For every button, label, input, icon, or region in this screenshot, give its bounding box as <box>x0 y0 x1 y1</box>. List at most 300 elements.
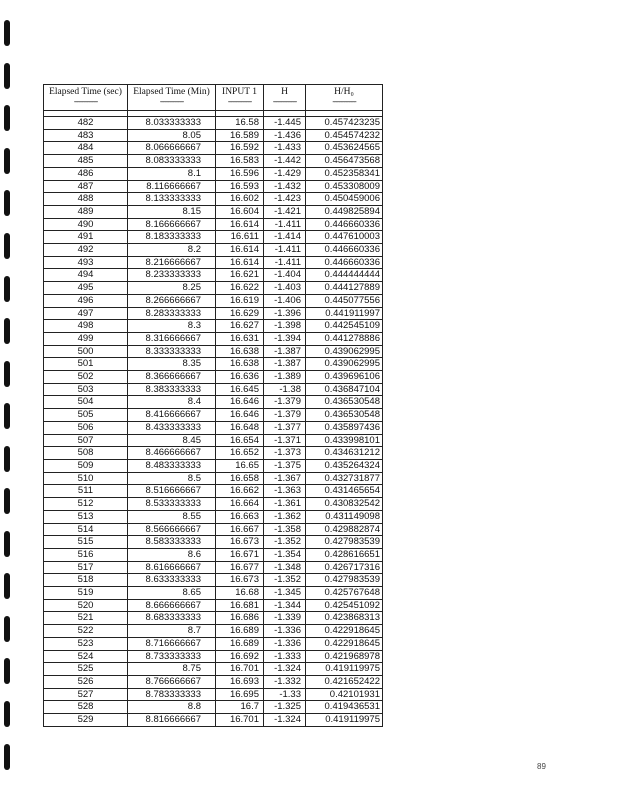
table-row <box>44 383 383 396</box>
table-row <box>44 625 383 638</box>
table-cell: -1.389 <box>264 371 306 384</box>
table-cell: 529 <box>44 714 128 727</box>
table-cell: 0.444444444 <box>306 269 383 282</box>
table-cell: 523 <box>44 637 128 650</box>
binder-hole <box>4 658 10 684</box>
table-row <box>44 701 383 714</box>
table-cell: 0.419119975 <box>306 663 383 676</box>
table-row <box>44 650 383 663</box>
binder-hole <box>4 403 10 429</box>
table-cell: -1.387 <box>264 345 306 358</box>
table-cell: 0.445077556 <box>306 294 383 307</box>
table-row <box>44 218 383 231</box>
table-cell: -1.367 <box>264 472 306 485</box>
table-cell: -1.336 <box>264 625 306 638</box>
table-cell: -1.348 <box>264 561 306 574</box>
table-cell: -1.363 <box>264 485 306 498</box>
table-cell: 526 <box>44 675 128 688</box>
table-cell: -1.38 <box>264 383 306 396</box>
table-cell: 0.435897436 <box>306 421 383 434</box>
table-cell: 0.427983539 <box>306 536 383 549</box>
table-row <box>44 421 383 434</box>
table-cell: 8.083333333 <box>128 155 216 168</box>
table-cell: 512 <box>44 498 128 511</box>
table-cell: 0.429882874 <box>306 523 383 536</box>
table-cell: -1.352 <box>264 536 306 549</box>
table-cell: 8.45 <box>128 434 216 447</box>
table-cell: 16.645 <box>216 383 264 396</box>
table-cell: 0.422918645 <box>306 625 383 638</box>
table-cell: -1.324 <box>264 714 306 727</box>
table-cell: -1.344 <box>264 599 306 612</box>
table-cell: 8.733333333 <box>128 650 216 663</box>
table-cell: 0.453624565 <box>306 142 383 155</box>
table-row <box>44 294 383 307</box>
table-row <box>44 485 383 498</box>
table-cell: -1.336 <box>264 637 306 650</box>
table-cell: 16.583 <box>216 155 264 168</box>
table-cell: 510 <box>44 472 128 485</box>
table-cell: 8.766666667 <box>128 675 216 688</box>
table-cell: 0.419436531 <box>306 701 383 714</box>
table-cell: 16.627 <box>216 320 264 333</box>
table-cell: 498 <box>44 320 128 333</box>
table-cell: 493 <box>44 256 128 269</box>
table-cell: 16.604 <box>216 205 264 218</box>
table-cell: 16.621 <box>216 269 264 282</box>
table-cell: 495 <box>44 282 128 295</box>
table-cell: 502 <box>44 371 128 384</box>
table-cell: 0.433998101 <box>306 434 383 447</box>
table-cell: -1.429 <box>264 167 306 180</box>
table-row <box>44 371 383 384</box>
binder-hole <box>4 276 10 302</box>
table-cell: 0.425767648 <box>306 587 383 600</box>
table-cell: 519 <box>44 587 128 600</box>
table-row <box>44 612 383 625</box>
table-cell: 0.435264324 <box>306 459 383 472</box>
table-cell: 16.596 <box>216 167 264 180</box>
table-cell: 16.614 <box>216 244 264 257</box>
table-cell: -1.325 <box>264 701 306 714</box>
table-row <box>44 637 383 650</box>
table-cell: 16.681 <box>216 599 264 612</box>
table-cell: 503 <box>44 383 128 396</box>
binder-hole <box>4 446 10 472</box>
table-cell: 0.452358341 <box>306 167 383 180</box>
table-row <box>44 459 383 472</box>
table-cell: 16.701 <box>216 714 264 727</box>
table-cell: 8.8 <box>128 701 216 714</box>
table-cell: -1.33 <box>264 688 306 701</box>
table-cell: 8.533333333 <box>128 498 216 511</box>
table-cell: -1.377 <box>264 421 306 434</box>
table-cell: 8.4 <box>128 396 216 409</box>
table-cell: 16.667 <box>216 523 264 536</box>
table-cell: -1.362 <box>264 510 306 523</box>
table-cell: 0.431465654 <box>306 485 383 498</box>
table-row <box>44 561 383 574</box>
table-cell: 500 <box>44 345 128 358</box>
table-cell: 520 <box>44 599 128 612</box>
table-cell: 16.638 <box>216 358 264 371</box>
binder-hole <box>4 616 10 642</box>
binder-hole <box>4 744 10 770</box>
table-cell: 0.450459006 <box>306 193 383 206</box>
table-cell: 0.436530548 <box>306 396 383 409</box>
table-cell: 16.673 <box>216 536 264 549</box>
table-cell: -1.432 <box>264 180 306 193</box>
binder-hole <box>4 488 10 514</box>
table-cell: 16.629 <box>216 307 264 320</box>
table-cell: 0.421652422 <box>306 675 383 688</box>
table-cell: -1.375 <box>264 459 306 472</box>
table-cell: 0.439062995 <box>306 345 383 358</box>
table-cell: 16.693 <box>216 675 264 688</box>
table-cell: 16.677 <box>216 561 264 574</box>
table-row <box>44 129 383 142</box>
table-cell: 524 <box>44 650 128 663</box>
table-cell: 511 <box>44 485 128 498</box>
table-cell: 8.333333333 <box>128 345 216 358</box>
header-h: H -------------- <box>264 85 306 111</box>
table-cell: 0.42101931 <box>306 688 383 701</box>
table-cell: 16.689 <box>216 637 264 650</box>
table-row <box>44 117 383 130</box>
data-table <box>43 84 383 727</box>
table-cell: 16.646 <box>216 396 264 409</box>
table-row <box>44 142 383 155</box>
table-cell: -1.396 <box>264 307 306 320</box>
table-row <box>44 180 383 193</box>
table-cell: 0.457423235 <box>306 117 383 130</box>
table-cell: 8.35 <box>128 358 216 371</box>
table-cell: 8.716666667 <box>128 637 216 650</box>
binder-hole <box>4 190 10 216</box>
table-cell: 8.783333333 <box>128 688 216 701</box>
table-cell: 16.68 <box>216 587 264 600</box>
table-cell: 522 <box>44 625 128 638</box>
table-cell: -1.421 <box>264 205 306 218</box>
header-h-ratio: H/H₀ -------------- <box>306 85 383 111</box>
table-cell: 485 <box>44 155 128 168</box>
table-cell: 528 <box>44 701 128 714</box>
table-cell: -1.398 <box>264 320 306 333</box>
table-cell: -1.379 <box>264 396 306 409</box>
table-row <box>44 548 383 561</box>
table-cell: 16.654 <box>216 434 264 447</box>
table-cell: 525 <box>44 663 128 676</box>
table-cell: 8.316666667 <box>128 332 216 345</box>
table-cell: 8.383333333 <box>128 383 216 396</box>
table-cell: 0.444127889 <box>306 282 383 295</box>
table-cell: 8.566666667 <box>128 523 216 536</box>
table-cell: -1.332 <box>264 675 306 688</box>
table-cell: 8.366666667 <box>128 371 216 384</box>
table-cell: -1.394 <box>264 332 306 345</box>
binder-hole <box>4 318 10 344</box>
header-elapsed-sec: Elapsed Time (sec) -------------- <box>44 85 128 111</box>
table-cell: -1.352 <box>264 574 306 587</box>
table-cell: 0.439062995 <box>306 358 383 371</box>
table-cell: 8.466666667 <box>128 447 216 460</box>
header-elapsed-min: Elapsed Time (Min) -------------- <box>128 85 216 111</box>
table-row <box>44 523 383 536</box>
table-cell: 491 <box>44 231 128 244</box>
table-cell: 515 <box>44 536 128 549</box>
table-cell: 0.442545109 <box>306 320 383 333</box>
table-cell: 0.449825894 <box>306 205 383 218</box>
table-cell: 8.25 <box>128 282 216 295</box>
table-row <box>44 345 383 358</box>
table-cell: 8.6 <box>128 548 216 561</box>
table-row <box>44 714 383 727</box>
table-row <box>44 269 383 282</box>
table-row <box>44 205 383 218</box>
table-row <box>44 167 383 180</box>
table-cell: 488 <box>44 193 128 206</box>
table-row <box>44 282 383 295</box>
table-cell: 0.439696106 <box>306 371 383 384</box>
table-cell: 16.592 <box>216 142 264 155</box>
table-row <box>44 320 383 333</box>
table-cell: 517 <box>44 561 128 574</box>
table-cell: 16.662 <box>216 485 264 498</box>
table-cell: 8.066666667 <box>128 142 216 155</box>
table-cell: 505 <box>44 409 128 422</box>
table-cell: -1.404 <box>264 269 306 282</box>
table-cell: 16.658 <box>216 472 264 485</box>
table-cell: 0.425451092 <box>306 599 383 612</box>
table-cell: 499 <box>44 332 128 345</box>
table-cell: 0.419119975 <box>306 714 383 727</box>
table-cell: 16.614 <box>216 256 264 269</box>
table-cell: 16.664 <box>216 498 264 511</box>
table-cell: 16.646 <box>216 409 264 422</box>
table-cell: 514 <box>44 523 128 536</box>
table-cell: 8.616666667 <box>128 561 216 574</box>
table-cell: 0.446660336 <box>306 244 383 257</box>
table-cell: 8.7 <box>128 625 216 638</box>
table-cell: 8.133333333 <box>128 193 216 206</box>
table-cell: 0.426717316 <box>306 561 383 574</box>
table-cell: 508 <box>44 447 128 460</box>
table-cell: 486 <box>44 167 128 180</box>
table-cell: 8.233333333 <box>128 269 216 282</box>
table-cell: 16.671 <box>216 548 264 561</box>
table-cell: 16.692 <box>216 650 264 663</box>
table-cell: 8.183333333 <box>128 231 216 244</box>
table-cell: 16.611 <box>216 231 264 244</box>
table-cell: 16.614 <box>216 218 264 231</box>
table-row <box>44 510 383 523</box>
table-row <box>44 587 383 600</box>
table-cell: 0.422918645 <box>306 637 383 650</box>
table-cell: 8.15 <box>128 205 216 218</box>
binder-hole <box>4 531 10 557</box>
table-cell: 8.583333333 <box>128 536 216 549</box>
table-cell: 8.633333333 <box>128 574 216 587</box>
table-cell: 497 <box>44 307 128 320</box>
table-cell: 16.701 <box>216 663 264 676</box>
table-cell: 483 <box>44 129 128 142</box>
table-cell: 489 <box>44 205 128 218</box>
table-cell: 504 <box>44 396 128 409</box>
table-cell: 16.619 <box>216 294 264 307</box>
table-cell: 8.666666667 <box>128 599 216 612</box>
table-cell: 16.631 <box>216 332 264 345</box>
table-cell: 8.75 <box>128 663 216 676</box>
binder-hole <box>4 148 10 174</box>
table-cell: -1.445 <box>264 117 306 130</box>
table-row <box>44 498 383 511</box>
table-cell: -1.411 <box>264 244 306 257</box>
table-cell: 16.58 <box>216 117 264 130</box>
table-cell: -1.411 <box>264 256 306 269</box>
table-cell: 0.456473568 <box>306 155 383 168</box>
table-cell: 8.05 <box>128 129 216 142</box>
table-row <box>44 396 383 409</box>
table-body <box>44 117 383 727</box>
table-cell: -1.358 <box>264 523 306 536</box>
table-cell: 509 <box>44 459 128 472</box>
binder-hole <box>4 63 10 89</box>
table-cell: 8.283333333 <box>128 307 216 320</box>
table-cell: 16.695 <box>216 688 264 701</box>
table-cell: -1.436 <box>264 129 306 142</box>
table-cell: 496 <box>44 294 128 307</box>
table-cell: 506 <box>44 421 128 434</box>
table-cell: 16.648 <box>216 421 264 434</box>
table-cell: 0.436847104 <box>306 383 383 396</box>
table-cell: -1.423 <box>264 193 306 206</box>
table-row <box>44 434 383 447</box>
table-cell: 0.434631212 <box>306 447 383 460</box>
table-cell: 527 <box>44 688 128 701</box>
table-cell: 0.454574232 <box>306 129 383 142</box>
table-cell: 8.216666667 <box>128 256 216 269</box>
table-row <box>44 688 383 701</box>
table-row <box>44 155 383 168</box>
table-cell: 501 <box>44 358 128 371</box>
table-cell: 521 <box>44 612 128 625</box>
table-cell: 490 <box>44 218 128 231</box>
table-cell: 0.441278886 <box>306 332 383 345</box>
table-cell: -1.387 <box>264 358 306 371</box>
table-cell: -1.354 <box>264 548 306 561</box>
table-cell: 0.428616651 <box>306 548 383 561</box>
table-cell: 0.431149098 <box>306 510 383 523</box>
table-cell: -1.433 <box>264 142 306 155</box>
table-row <box>44 675 383 688</box>
table-cell: 0.423868313 <box>306 612 383 625</box>
table-row <box>44 307 383 320</box>
binder-hole <box>4 701 10 727</box>
table-row <box>44 358 383 371</box>
table-cell: 0.427983539 <box>306 574 383 587</box>
header-input-1: INPUT 1 -------------- <box>216 85 264 111</box>
table-cell: -1.442 <box>264 155 306 168</box>
table-row <box>44 231 383 244</box>
table-cell: 0.436530548 <box>306 409 383 422</box>
table-cell: 16.589 <box>216 129 264 142</box>
table-cell: 8.116666667 <box>128 180 216 193</box>
table-cell: -1.345 <box>264 587 306 600</box>
table-row <box>44 574 383 587</box>
table-cell: 0.446660336 <box>306 218 383 231</box>
table-cell: 16.602 <box>216 193 264 206</box>
binder-hole <box>4 361 10 387</box>
header-row <box>44 85 383 111</box>
table-cell: 8.266666667 <box>128 294 216 307</box>
table-cell: 518 <box>44 574 128 587</box>
table-cell: 494 <box>44 269 128 282</box>
table-cell: 16.689 <box>216 625 264 638</box>
table-cell: 484 <box>44 142 128 155</box>
table-cell: -1.379 <box>264 409 306 422</box>
table-cell: 0.446660336 <box>306 256 383 269</box>
table-cell: 16.686 <box>216 612 264 625</box>
table-cell: 0.441911997 <box>306 307 383 320</box>
table-cell: -1.406 <box>264 294 306 307</box>
table-cell: 16.673 <box>216 574 264 587</box>
table-cell: 0.421968978 <box>306 650 383 663</box>
table-cell: 0.430832542 <box>306 498 383 511</box>
table-cell: 16.638 <box>216 345 264 358</box>
table-cell: 487 <box>44 180 128 193</box>
table-cell: 8.816666667 <box>128 714 216 727</box>
table-row <box>44 409 383 422</box>
table-cell: 8.3 <box>128 320 216 333</box>
table-cell: 16.652 <box>216 447 264 460</box>
table-cell: 8.433333333 <box>128 421 216 434</box>
table-row <box>44 663 383 676</box>
table-cell: 492 <box>44 244 128 257</box>
table-cell: 8.483333333 <box>128 459 216 472</box>
table-cell: -1.339 <box>264 612 306 625</box>
table-row <box>44 244 383 257</box>
table-row <box>44 256 383 269</box>
table-cell: 16.636 <box>216 371 264 384</box>
table-cell: 0.447610003 <box>306 231 383 244</box>
binder-hole <box>4 105 10 131</box>
table-cell: -1.414 <box>264 231 306 244</box>
table-cell: -1.324 <box>264 663 306 676</box>
table-cell: 8.55 <box>128 510 216 523</box>
table-cell: 482 <box>44 117 128 130</box>
table-row <box>44 332 383 345</box>
table-cell: 516 <box>44 548 128 561</box>
table-cell: 8.2 <box>128 244 216 257</box>
table-row <box>44 472 383 485</box>
table-row <box>44 447 383 460</box>
table-cell: 8.166666667 <box>128 218 216 231</box>
table-cell: 8.033333333 <box>128 117 216 130</box>
table-cell: 16.663 <box>216 510 264 523</box>
binder-hole <box>4 233 10 259</box>
table-cell: 0.453308009 <box>306 180 383 193</box>
table-row <box>44 536 383 549</box>
table-cell: -1.403 <box>264 282 306 295</box>
table-cell: 8.516666667 <box>128 485 216 498</box>
table-cell: -1.411 <box>264 218 306 231</box>
page-number: 89 <box>537 762 546 771</box>
table-cell: 8.65 <box>128 587 216 600</box>
table-row <box>44 193 383 206</box>
table-cell: 16.622 <box>216 282 264 295</box>
table-cell: 507 <box>44 434 128 447</box>
table-row <box>44 599 383 612</box>
